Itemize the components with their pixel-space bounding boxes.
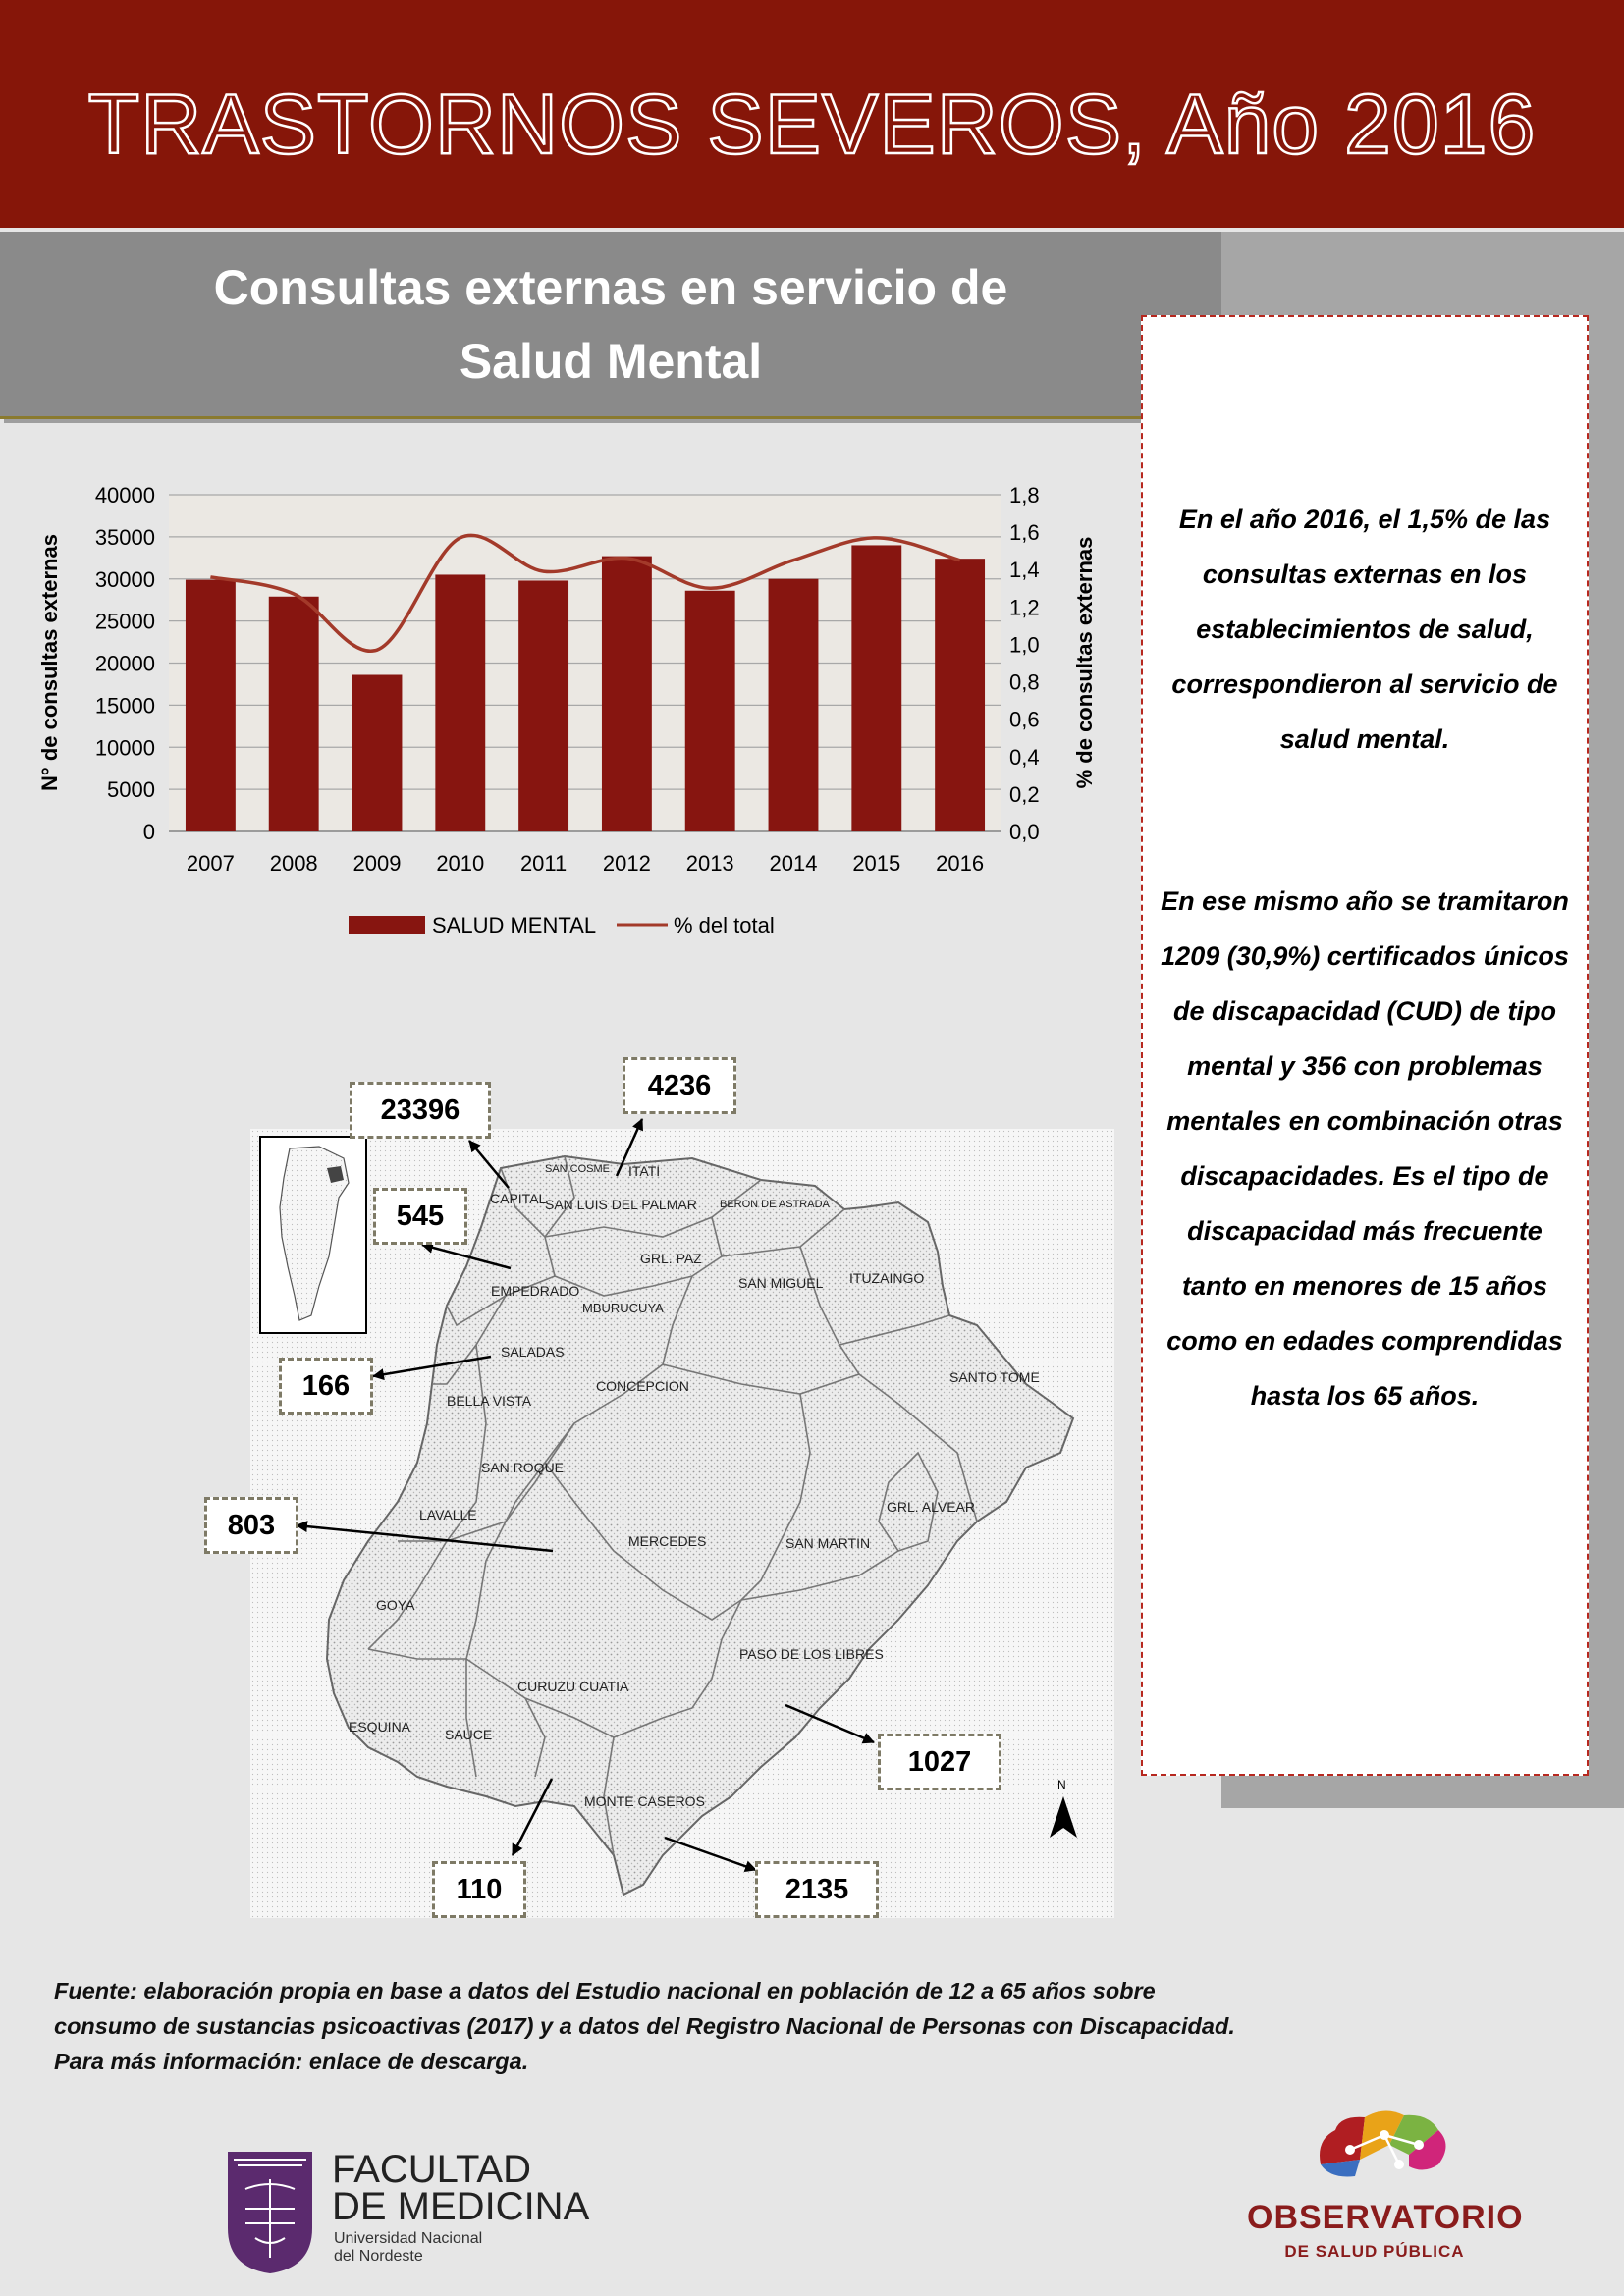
legend [349, 913, 775, 937]
y2-tick-label: 1,0 [1009, 632, 1040, 658]
y-tick-label: 40000 [94, 483, 155, 507]
side-paragraph-1 [1143, 492, 1587, 767]
dept-label-ituzaingo: ITUZAINGO [849, 1270, 925, 1286]
side-line: En ese mismo año se tramitaron [1161, 886, 1569, 916]
y-tick-labels [95, 483, 155, 844]
dept-label-itati: ITATI [628, 1163, 661, 1179]
subtitle-line-2: Salud Mental [459, 334, 763, 389]
subtitle-banner [0, 232, 1221, 419]
stat-box-saladas: 166 [279, 1358, 373, 1415]
y-tick-label: 25000 [94, 609, 155, 634]
dept-label-curuzu: CURUZU CUATIA [517, 1679, 629, 1694]
y-tick-label: 20000 [94, 651, 155, 676]
observatory-name: OBSERVATORIO [1247, 2199, 1524, 2236]
bar-2008 [269, 597, 319, 831]
y2-tick-label: 1,6 [1009, 520, 1040, 546]
dept-label-capital: CAPITAL [490, 1191, 547, 1206]
bar-2013 [685, 591, 735, 831]
side-paragraph-2 [1143, 874, 1587, 1423]
observatory-logo [1311, 2106, 1458, 2194]
side-line: de discapacidad (CUD) de tipo [1172, 996, 1557, 1026]
dept-label-saladas: SALADAS [501, 1344, 565, 1360]
dept-label-concepcion: CONCEPCION [596, 1378, 689, 1394]
subtitle-line-1: Consultas externas en servicio de [213, 260, 1008, 315]
source-line[interactable]: Para más información: enlace de descarga. [54, 2049, 529, 2074]
dept-label-lavalle: LAVALLE [419, 1507, 477, 1522]
dept-label-mercedes: MERCEDES [628, 1533, 707, 1549]
x-tick-label: 2016 [936, 851, 985, 876]
x-tick-label: 2008 [269, 851, 318, 876]
side-line: establecimientos de salud, [1196, 614, 1534, 644]
bar-2015 [851, 545, 901, 831]
header-banner [0, 0, 1624, 228]
faculty-university-line-1: Universidad Nacional [334, 2230, 483, 2247]
side-line: mental y 356 con problemas [1187, 1051, 1543, 1081]
y2-tick-label: 1,4 [1009, 558, 1040, 583]
dept-label-esquina: ESQUINA [349, 1719, 411, 1735]
y-tick-label: 30000 [94, 566, 155, 592]
x-tick-label: 2007 [186, 851, 235, 876]
side-line: correspondieron al servicio de [1171, 669, 1558, 699]
dept-label-san-luis: SAN LUIS DEL PALMAR [545, 1197, 697, 1212]
dept-label-grl-paz: GRL. PAZ [640, 1251, 702, 1266]
y-tick-label: 0 [142, 820, 155, 844]
side-line: discapacidad más frecuente [1187, 1216, 1543, 1246]
north-label: N [1057, 1778, 1066, 1791]
map-svg [250, 1129, 1114, 1918]
x-tick-label: 2009 [352, 851, 402, 876]
legend-line-label: % del total [674, 913, 775, 937]
source-note [54, 1973, 1235, 2079]
bar-2007 [186, 580, 236, 831]
side-line: mentales en combinación otras [1166, 1106, 1563, 1136]
x-tick-label: 2013 [685, 851, 734, 876]
y2-tick-label: 1,2 [1009, 595, 1040, 620]
y-tick-label: 35000 [94, 524, 155, 550]
y2-tick-label: 1,8 [1009, 483, 1040, 507]
y2-tick-label: 0,6 [1009, 707, 1040, 732]
bar-2014 [769, 579, 819, 831]
dept-label-mburucuya: MBURUCUYA [582, 1301, 664, 1315]
y-tick-label: 15000 [94, 693, 155, 719]
y2-tick-label: 0,4 [1009, 744, 1040, 770]
bar-2009 [352, 675, 403, 831]
observatory-subtitle: DE SALUD PÚBLICA [1284, 2242, 1465, 2261]
faculty-name-line-1: FACULTAD [332, 2148, 531, 2191]
y2-axis-label: % de consultas externas [1072, 536, 1097, 789]
dept-label-grl-alvear: GRL. ALVEAR [887, 1499, 976, 1515]
y2-tick-label: 0,2 [1009, 781, 1040, 807]
inset-argentina-map [260, 1137, 366, 1333]
legend-bar-swatch [349, 916, 425, 934]
side-line: discapacidades. Es el tipo de [1180, 1161, 1549, 1191]
legend-bar-label: SALUD MENTAL [432, 913, 597, 937]
dept-label-paso-libres: PASO DE LOS LIBRES [739, 1646, 884, 1662]
side-line: En el año 2016, el 1,5% de las [1178, 505, 1551, 534]
stat-box-curuzu: 110 [432, 1861, 526, 1918]
source-line: Fuente: elaboración propia en base a datos del Estudio nacional en población de 12 a 65 años sobre [54, 1978, 1156, 2003]
corrientes-map [250, 1129, 1114, 1918]
dept-label-santo-tome: SANTO TOME [949, 1369, 1040, 1385]
stat-box-capital: 23396 [350, 1082, 491, 1139]
x-tick-label: 2011 [519, 851, 568, 876]
stat-box-itati: 4236 [623, 1057, 736, 1114]
page-title: TRASTORNOS SEVEROS, Año 2016 [87, 78, 1537, 172]
y2-tick-label: 0,8 [1009, 669, 1040, 695]
y2-tick-label: 0,0 [1009, 820, 1040, 844]
bar-2012 [602, 557, 652, 831]
x-tick-labels [187, 851, 984, 876]
dept-label-san-miguel: SAN MIGUEL [738, 1275, 824, 1291]
stat-box-monte-caseros: 2135 [755, 1861, 879, 1918]
source-line: consumo de sustancias psicoactivas (2017) y a datos del Registro Nacional de Personas con Discapacidad. [54, 2013, 1235, 2039]
side-line: salud mental. [1279, 724, 1450, 754]
faculty-university-line-2: del Nordeste [334, 2248, 423, 2265]
dept-label-sauce: SAUCE [445, 1727, 493, 1742]
bar-2010 [435, 574, 485, 831]
x-tick-label: 2010 [436, 851, 485, 876]
faculty-name-line-2: DE MEDICINA [332, 2185, 590, 2228]
x-tick-label: 2014 [769, 851, 818, 876]
y-axis-label: N° de consultas externas [37, 534, 62, 791]
dept-label-monte-caseros: MONTE CASEROS [584, 1793, 705, 1809]
side-line: hasta los 65 años. [1250, 1381, 1480, 1411]
y2-tick-labels [1009, 483, 1040, 844]
bar-2016 [935, 559, 985, 831]
dept-label-bella-vista: BELLA VISTA [447, 1393, 532, 1409]
stat-box-mercedes: 803 [204, 1497, 298, 1554]
dept-label-goya: GOYA [376, 1597, 415, 1613]
section-subtitle [0, 251, 1221, 399]
bar-2011 [518, 580, 568, 831]
side-line: consultas externas en los [1202, 560, 1528, 589]
stat-box-paso-libres: 1027 [878, 1734, 1001, 1790]
side-line: tanto en menores de 15 años [1181, 1271, 1548, 1301]
dept-label-empedrado: EMPEDRADO [491, 1283, 580, 1299]
dept-label-san-cosme: SAN COSME [545, 1163, 611, 1175]
y-tick-label: 10000 [94, 735, 155, 761]
stat-box-empedrado: 545 [373, 1188, 467, 1245]
side-line: como en edades comprendidas [1166, 1326, 1563, 1356]
dept-label-san-roque: SAN ROQUE [481, 1460, 565, 1475]
consultations-chart [29, 471, 1119, 952]
x-tick-label: 2012 [602, 851, 651, 876]
dept-label-beron: BERON DE ASTRADA [720, 1199, 830, 1210]
dept-label-san-martin: SAN MARTIN [785, 1535, 871, 1551]
x-tick-label: 2015 [852, 851, 901, 876]
faculty-logo [226, 2150, 314, 2275]
side-panel [1141, 315, 1589, 1776]
y-tick-label: 5000 [107, 777, 155, 803]
side-line: 1209 (30,9%) certificados únicos [1161, 941, 1569, 971]
